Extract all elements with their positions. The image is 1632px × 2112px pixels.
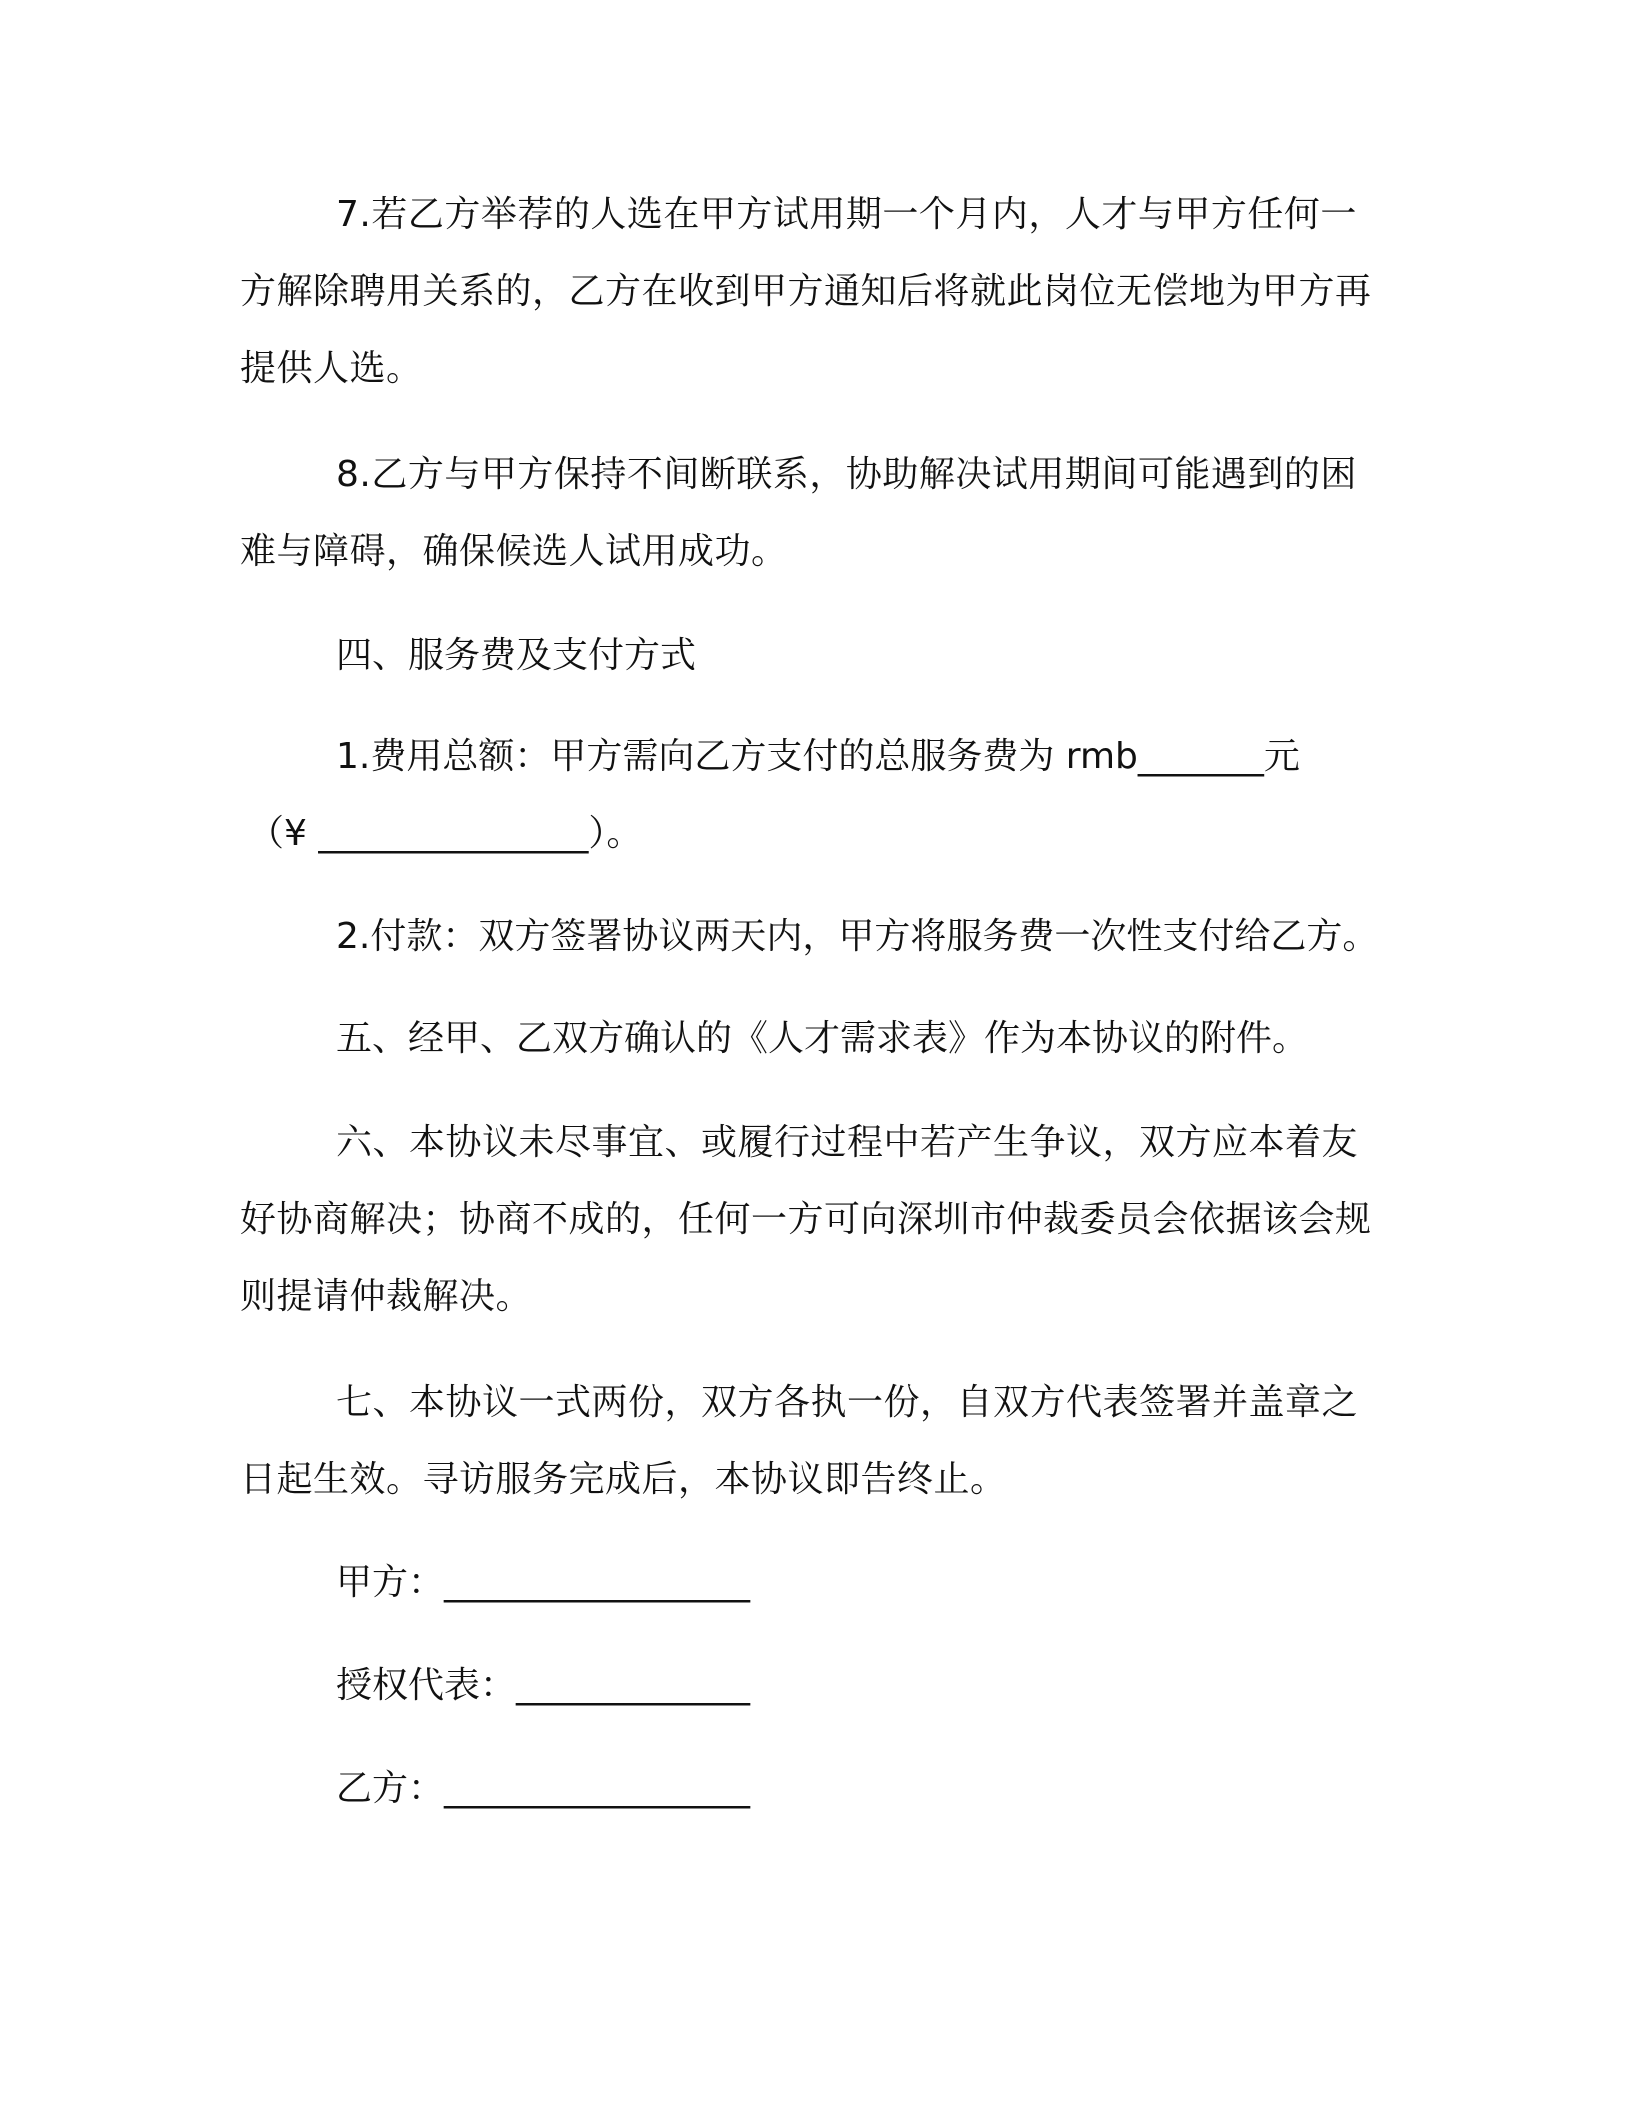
section-7: 七、本协议一式两份，双方各执一份，自双方代表签署并盖章之日起生效。寻访服务完成后，本协议即告终止。 <box>240 1382 1359 1500</box>
section-6: 六、本协议未尽事宜、或履行过程中若产生争议，双方应本着友好协商解决；协商不成的，任何一方可向深圳市仲裁委员会依据该会规则提请仲裁解决。 <box>240 1122 1372 1317</box>
fee-total-line: 1.费用总额：甲方需向乙方支付的总服务费为 rmb_______元 <box>336 736 1300 777</box>
section-4-heading: 四、服务费及支付方式 <box>336 635 697 676</box>
party-b-signature: 乙方：_________________ <box>336 1768 751 1809</box>
fee-amount-line: （¥ _______________）。 <box>248 813 643 854</box>
party-a-signature: 甲方：_________________ <box>336 1562 751 1603</box>
payment-clause: 2.付款：双方签署协议两天内，甲方将服务费一次性支付给乙方。 <box>336 916 1379 957</box>
authorized-rep-signature: 授权代表：_____________ <box>336 1665 751 1706</box>
clause-7: 7.若乙方举荐的人选在甲方试用期一个月内，人才与甲方任何一方解除聘用关系的，乙方在收到甲方通知后将就此岗位无偿地为甲方再提供人选。 <box>240 194 1372 389</box>
section-5: 五、经甲、乙双方确认的《人才需求表》作为本协议的附件。 <box>336 1018 1309 1059</box>
clause-8: 8.乙方与甲方保持不间断联系，协助解决试用期间可能遇到的困难与障碍，确保候选人试用成功。 <box>240 454 1357 572</box>
